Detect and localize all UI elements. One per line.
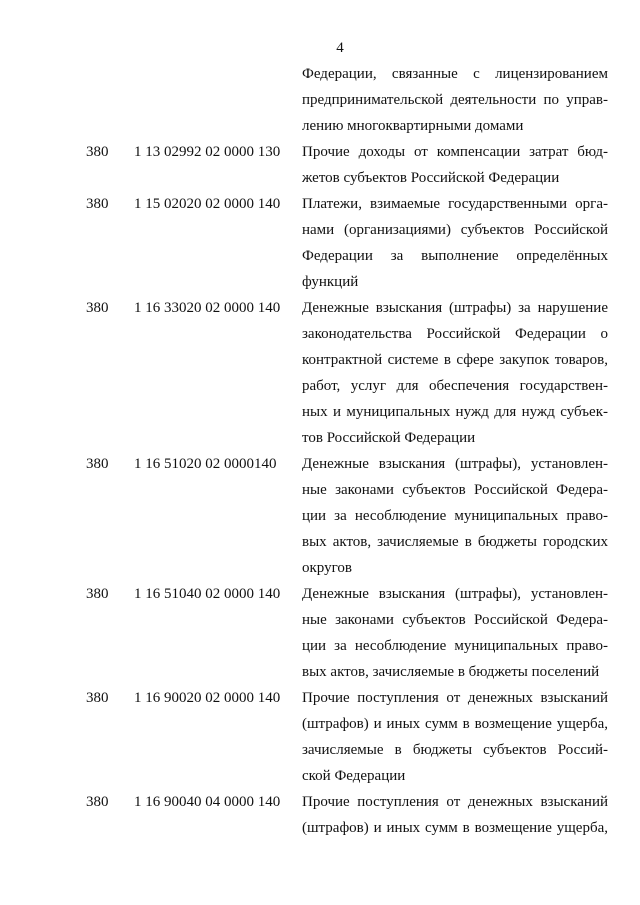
- entry-description: [302, 789, 608, 841]
- admin-code: 380: [86, 794, 109, 810]
- page-number: 4: [336, 40, 344, 56]
- description-line: предпринимательской деятельности по управ-: [302, 92, 608, 108]
- description-line: Федерации за выполнение определённых: [302, 248, 608, 264]
- description-line: ции за несоблюдение муниципальных право-: [302, 638, 608, 654]
- description-line: (штрафов) и иных сумм в возмещение ущерба,: [302, 716, 608, 732]
- description-line: контрактной системе в сфере закупок товаров,: [302, 352, 608, 368]
- description-line: нами (организациями) субъектов Российской: [302, 222, 608, 238]
- entry-description: [302, 295, 608, 451]
- budget-code: 1 16 33020 02 0000 140: [134, 300, 281, 316]
- entry-description: [302, 191, 608, 295]
- description-line: Платежи, взимаемые государственными орга-: [302, 196, 608, 212]
- description-line: Прочие поступления от денежных взысканий: [302, 690, 608, 706]
- description-line: зачисляемые в бюджеты субъектов Россий-: [302, 742, 608, 758]
- description-line: законодательства Российской Федерации о: [302, 326, 608, 342]
- description-line: ных и муниципальных нужд для нужд субъек-: [302, 404, 608, 420]
- description-line: Прочие поступления от денежных взысканий: [302, 794, 608, 810]
- entry-description: [302, 61, 608, 139]
- description-line: вых актов, зачисляемые в бюджеты поселений: [302, 664, 600, 680]
- admin-code: 380: [86, 196, 109, 212]
- admin-code: 380: [86, 456, 109, 472]
- entry-description: [302, 581, 608, 685]
- description-line: округов: [302, 560, 352, 576]
- description-line: (штрафов) и иных сумм в возмещение ущерба,: [302, 820, 608, 836]
- description-line: функций: [302, 274, 359, 290]
- entry-description: [302, 451, 608, 581]
- description-line: ные законами субъектов Российской Федера-: [302, 482, 608, 498]
- description-line: жетов субъектов Российской Федерации: [302, 170, 560, 186]
- budget-code: 1 16 90040 04 0000 140: [134, 794, 281, 810]
- description-line: ции за несоблюдение муниципальных право-: [302, 508, 608, 524]
- admin-code: 380: [86, 144, 109, 160]
- description-line: ской Федерации: [302, 768, 406, 784]
- description-line: Денежные взыскания (штрафы), установлен-: [302, 586, 608, 602]
- description-line: тов Российской Федерации: [302, 430, 476, 446]
- admin-code: 380: [86, 690, 109, 706]
- budget-code: 1 16 90020 02 0000 140: [134, 690, 281, 706]
- entry-description: [302, 685, 608, 789]
- description-line: Денежные взыскания (штрафы), установлен-: [302, 456, 608, 472]
- admin-code: 380: [86, 300, 109, 316]
- description-line: вых актов, зачисляемые в бюджеты городских: [302, 534, 608, 550]
- admin-code: 380: [86, 586, 109, 602]
- description-line: ные законами субъектов Российской Федера-: [302, 612, 608, 628]
- budget-code: 1 16 51020 02 0000140: [134, 456, 277, 472]
- budget-code: 1 15 02020 02 0000 140: [134, 196, 281, 212]
- budget-code: 1 13 02992 02 0000 130: [134, 144, 281, 160]
- description-line: Федерации, связанные с лицензированием: [302, 66, 608, 82]
- description-line: работ, услуг для обеспечения государствен-: [302, 378, 608, 394]
- entry-description: [302, 139, 608, 191]
- description-line: лению многоквартирными домами: [302, 118, 524, 134]
- description-line: Денежные взыскания (штрафы) за нарушение: [302, 300, 608, 316]
- budget-code: 1 16 51040 02 0000 140: [134, 586, 281, 602]
- description-line: Прочие доходы от компенсации затрат бюд-: [302, 144, 608, 160]
